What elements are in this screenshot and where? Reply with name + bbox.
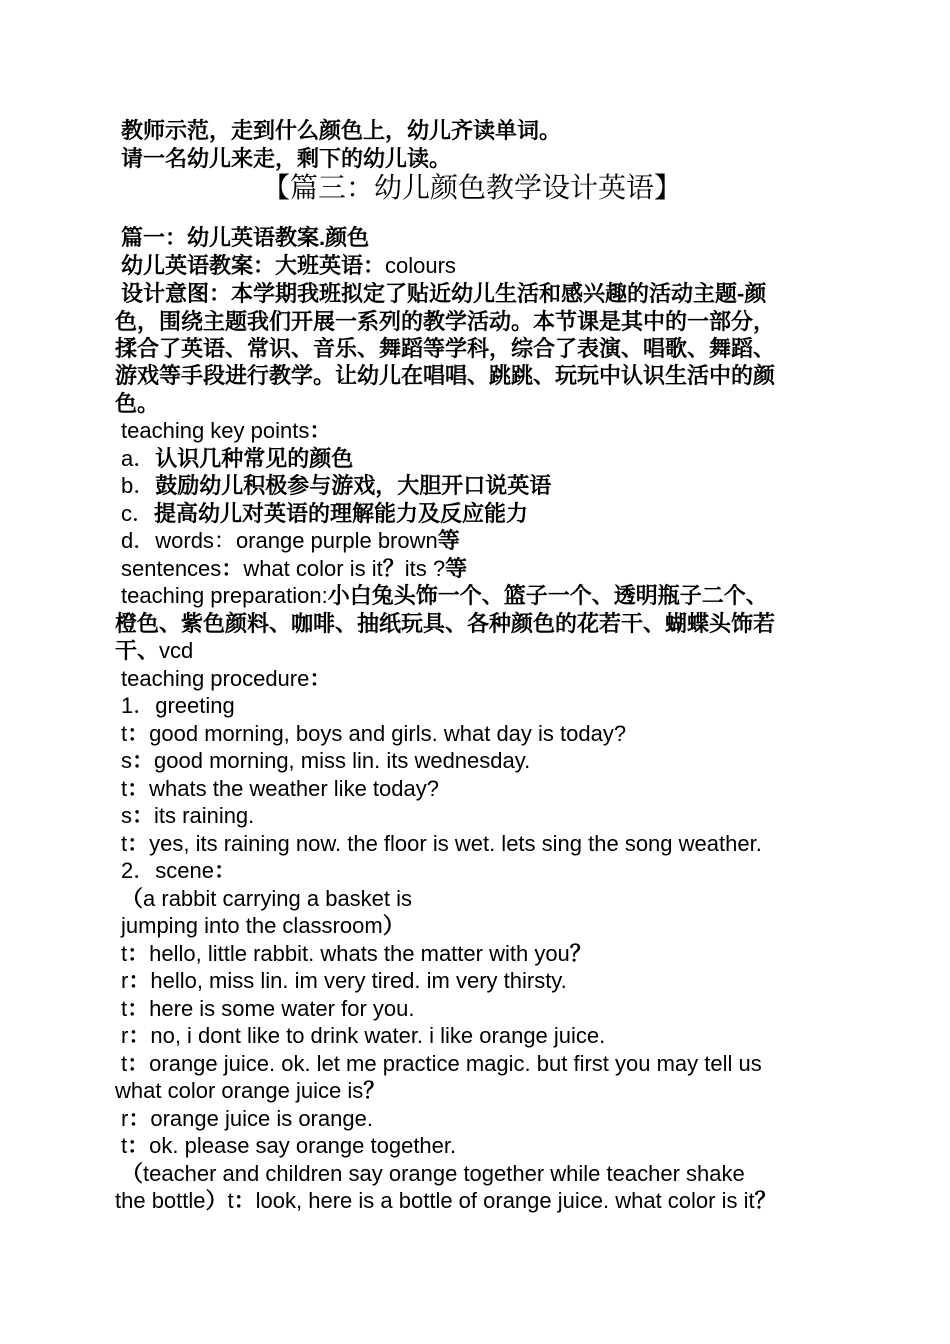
paragraph-line: [121, 693, 235, 719]
text-segment: c．: [121, 501, 155, 526]
text-segment: ：: [127, 941, 150, 966]
text-segment: （: [121, 1161, 144, 1186]
text-segment: no, i dont like to drink water. i like orange juice.: [150, 1023, 606, 1048]
text-segment: ：: [309, 666, 332, 691]
text-segment: good morning, miss lin. its wednesday.: [154, 748, 531, 773]
text-segment: 鼓励幼儿积极参与游戏，大胆开口说英语: [155, 473, 552, 498]
text-segment: 认识几种常见的颜色: [155, 446, 354, 471]
text-segment: ：: [128, 1023, 151, 1048]
text-segment: ：: [132, 748, 155, 773]
dialogue-line: [121, 1051, 762, 1077]
text-segment: here is some water for you.: [149, 996, 415, 1021]
text-segment: the bottle: [115, 1188, 206, 1213]
speaker: t: [121, 941, 128, 966]
text-segment: ：: [221, 556, 244, 581]
text-segment: 1．greeting: [121, 693, 235, 718]
section-title: [262, 171, 682, 205]
text-segment: ：: [127, 996, 150, 1021]
speaker: t: [121, 831, 128, 856]
text-segment: 干、: [115, 638, 160, 663]
dialogue-line: [121, 996, 414, 1022]
text-segment: ？: [754, 1188, 777, 1213]
text-segment: look, here is a bottle of orange juice. what color is it: [255, 1188, 755, 1213]
text-segment: 提高幼儿对英语的理解能力及反应能力: [154, 501, 529, 526]
text-segment: hello, miss lin. im very tired. im very thirsty.: [150, 968, 567, 993]
speaker: r: [121, 1106, 129, 1131]
text-segment: ：: [233, 1188, 256, 1213]
dialogue-line: [121, 1023, 605, 1049]
text-segment: 请一名幼儿来走，剩下的幼儿读。: [121, 146, 452, 171]
dialogue-line: [121, 1133, 456, 1159]
text-segment: hello, little rabbit. whats the matter with you: [149, 941, 570, 966]
paragraph-line: [115, 391, 159, 417]
text-segment: 等: [437, 528, 460, 553]
paragraph-line: [121, 118, 561, 144]
text-segment: d．: [121, 528, 156, 553]
text-segment: yes, its raining now. the floor is wet. lets sing the song weather.: [149, 831, 762, 856]
text-segment: words：: [155, 528, 236, 553]
text-segment: 【篇三：幼儿颜色教学设计英语】: [262, 172, 683, 203]
speaker: t: [121, 776, 128, 801]
text-segment: teaching procedure: [121, 666, 310, 691]
dialogue-line: [121, 941, 592, 967]
paragraph-line: [121, 583, 768, 609]
paragraph-line: [115, 1188, 777, 1214]
dialogue-line: [121, 803, 254, 829]
text-segment: ：: [213, 858, 236, 883]
speaker: s: [121, 803, 132, 828]
text-segment: 色。: [115, 391, 160, 416]
text-segment: good morning, boys and girls. what day is today?: [149, 721, 627, 746]
text-segment: teacher and children say orange together while teacher shake: [143, 1161, 745, 1186]
paragraph-line: [115, 611, 775, 637]
text-segment: 幼儿英语教案：大班英语：: [121, 253, 386, 278]
dialogue-line: [115, 1078, 385, 1104]
text-segment: ？: [569, 941, 592, 966]
text-segment: whats the weather like today?: [149, 776, 439, 801]
paragraph-line: [115, 638, 193, 664]
speaker: t: [121, 1051, 128, 1076]
dialogue-line: [121, 1106, 373, 1132]
text-segment: 2．scene: [121, 858, 214, 883]
paragraph-line: [121, 281, 766, 307]
text-segment: ：: [127, 831, 150, 856]
text-segment: ：: [127, 721, 150, 746]
list-item: [121, 446, 353, 472]
text-segment: ？: [382, 556, 405, 581]
speaker: t: [121, 1133, 128, 1158]
text-segment: 色，围绕主题我们开展一系列的教学活动。本节课是其中的一部分，: [115, 309, 776, 334]
dialogue-line: [121, 748, 530, 774]
text-segment: sentences: [121, 556, 222, 581]
text-segment: jumping into the classroom: [121, 913, 383, 938]
paragraph-line: [121, 253, 456, 279]
text-segment: ok. please say orange together.: [149, 1133, 457, 1158]
text-segment: 揉合了英语、常识、音乐、舞蹈等学科，综合了表演、唱歌、舞蹈、: [115, 336, 776, 361]
list-item: [121, 473, 551, 499]
dialogue-line: [121, 831, 762, 857]
paragraph-line: [115, 336, 775, 362]
text-segment: （: [121, 886, 144, 911]
paragraph-line: [121, 556, 467, 582]
text-segment: b．: [121, 473, 156, 498]
text-segment: ：: [127, 1051, 150, 1076]
speaker: t: [227, 1188, 234, 1213]
dialogue-line: [121, 968, 567, 994]
text-segment: teaching preparation:: [121, 583, 328, 608]
list-item: [121, 501, 528, 527]
paragraph-line: [115, 363, 775, 389]
text-segment: 教师示范，走到什么颜色上，幼儿齐读单词。: [121, 118, 562, 143]
paragraph-line: [121, 666, 331, 692]
text-segment: 设计意图：本学期我班拟定了贴近幼儿生活和感兴趣的活动主题-颜: [121, 281, 767, 306]
text-segment: orange juice is orange.: [150, 1106, 373, 1131]
speaker: t: [121, 996, 128, 1021]
text-segment: 篇一：幼儿英语教案.颜色: [121, 225, 370, 250]
text-segment: what color orange juice is: [115, 1078, 364, 1103]
text-segment: orange juice. ok. let me practice magic. but first you may tell us: [149, 1051, 762, 1076]
speaker: r: [121, 968, 129, 993]
text-segment: a rabbit carrying a basket is: [143, 886, 413, 911]
paragraph-line: [121, 886, 412, 912]
text-segment: ：: [127, 1133, 150, 1158]
paragraph-line: [121, 858, 236, 884]
text-segment: ）: [382, 913, 405, 938]
text-segment: teaching key points: [121, 418, 310, 443]
text-segment: what color is it: [243, 556, 383, 581]
text-segment: orange purple brown: [235, 528, 438, 553]
paragraph-line: [121, 146, 451, 172]
text-segment: 橙色、紫色颜料、咖啡、抽纸玩具、各种颜色的花若干、蝴蝶头饰若: [115, 611, 776, 636]
text-segment: colours: [385, 253, 456, 278]
text-segment: a．: [121, 446, 156, 471]
dialogue-line: [121, 721, 626, 747]
speaker: s: [121, 748, 132, 773]
text-segment: vcd: [159, 638, 194, 663]
text-segment: ？: [363, 1078, 386, 1103]
text-segment: its ?: [404, 556, 446, 581]
text-segment: ：: [132, 803, 155, 828]
text-segment: 游戏等手段进行教学。让幼儿在唱唱、跳跳、玩玩中认识生活中的颜: [115, 363, 776, 388]
paragraph-line: [115, 309, 775, 335]
speaker: t: [121, 721, 128, 746]
text-segment: ）: [205, 1188, 228, 1213]
text-segment: ：: [127, 776, 150, 801]
list-item: [121, 528, 460, 554]
text-segment: 小白兔头饰一个、篮子一个、透明瓶子二个、: [327, 583, 768, 608]
text-segment: ：: [309, 418, 332, 443]
paragraph-line: [121, 1161, 745, 1187]
paragraph-line: [121, 418, 331, 444]
text-segment: 等: [445, 556, 468, 581]
text-segment: ：: [128, 968, 151, 993]
speaker: r: [121, 1023, 129, 1048]
dialogue-line: [121, 776, 439, 802]
section-heading: [121, 225, 369, 251]
text-segment: ：: [128, 1106, 151, 1131]
paragraph-line: [121, 913, 405, 939]
text-segment: its raining.: [154, 803, 255, 828]
